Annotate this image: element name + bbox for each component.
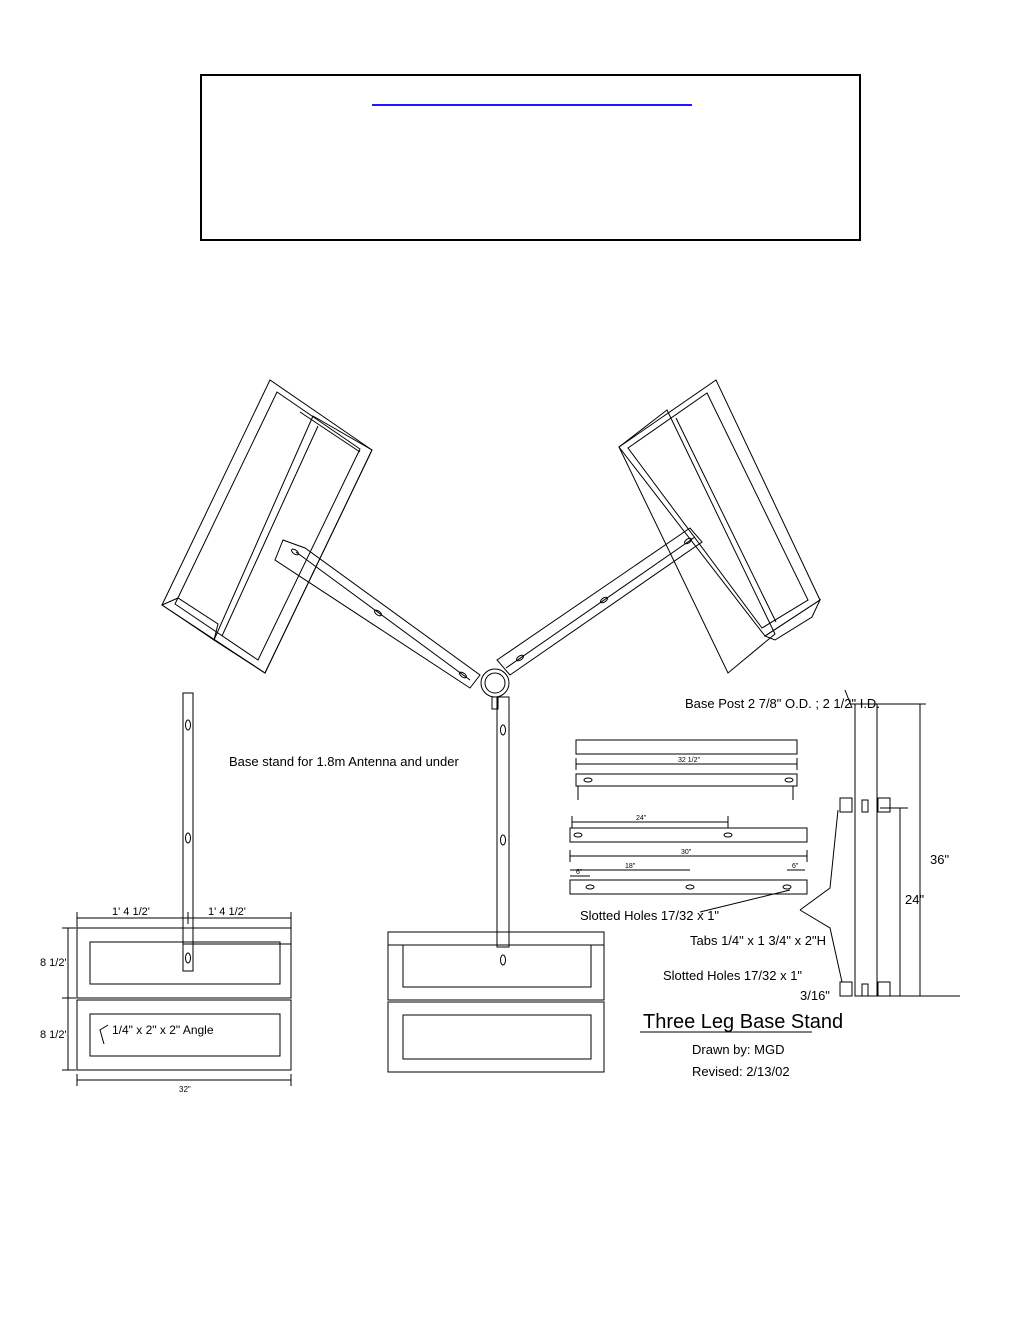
detail-24-label: 24": [636, 815, 647, 822]
drawn-by: Drawn by: MGD: [692, 1042, 785, 1057]
detail-6a-label: 6": [576, 869, 583, 876]
detail-32-label: 32 1/2": [678, 757, 700, 764]
slotted-holes-low-label: Slotted Holes 17/32 x 1": [663, 968, 803, 983]
detail-30-label: 30": [681, 849, 692, 856]
base-post-label: Base Post 2 7/8" O.D. ; 2 1/2" I.D.: [685, 696, 880, 711]
dim-3-16-label: 3/16": [800, 988, 830, 1003]
right-angled-frame: [619, 380, 820, 673]
drawing-title: Three Leg Base Stand: [643, 1011, 844, 1033]
right-arm: [497, 528, 702, 675]
detail-18-label: 18": [625, 863, 636, 870]
revised-date: Revised: 2/13/02: [692, 1064, 790, 1079]
slotted-holes-mid-label: Slotted Holes 17/32 x 1": [580, 908, 720, 923]
dim-bottom-32: 32": [179, 1085, 191, 1094]
tabs-label: Tabs 1/4" x 1 3/4" x 2"H: [690, 933, 826, 948]
dim-8-half-b: 8 1/2': [40, 1029, 67, 1041]
detail-6b-label: 6": [792, 863, 799, 870]
left-angled-frame: [162, 380, 372, 673]
detail-parts: [570, 740, 807, 912]
caption-label: Base stand for 1.8m Antenna and under: [229, 754, 459, 769]
angle-note: 1/4" x 2" x 2" Angle: [112, 1023, 214, 1037]
dim-24-label: 24": [905, 892, 925, 907]
base-post: [800, 690, 960, 996]
dim-36-label: 36": [930, 852, 950, 867]
dim-left-half-b: 1' 4 1/2': [208, 906, 246, 918]
dim-left-half-a: 1' 4 1/2': [112, 906, 150, 918]
dim-8-half-a: 8 1/2': [40, 957, 67, 969]
